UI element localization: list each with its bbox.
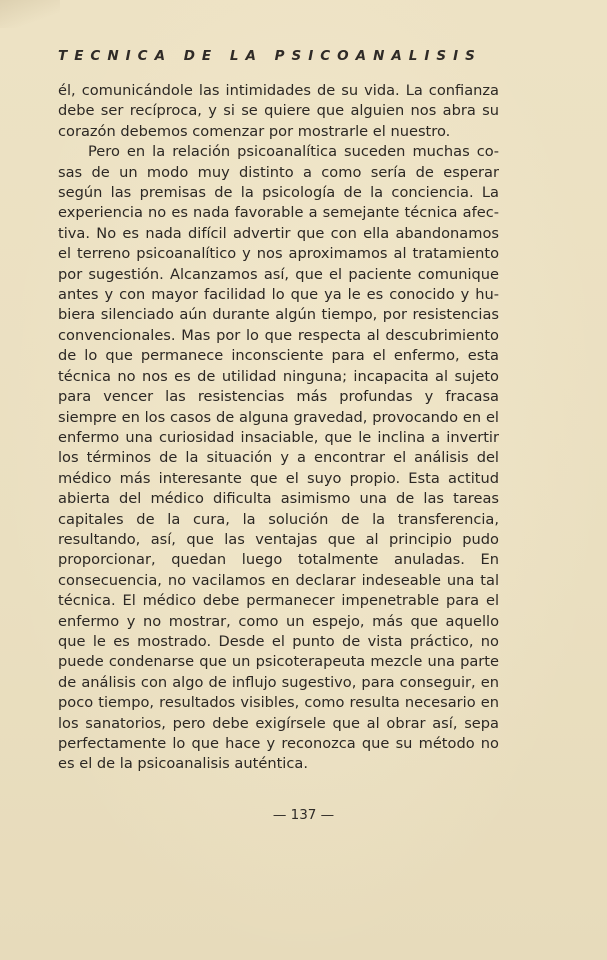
page-corner-fold: [0, 0, 60, 28]
paragraph-continued: él, comunicándole las intimidades de su vida. La confianza debe ser recíproca, y si se quiere que alguien nos abra su corazón debemos comenzar por mostrarle el nuestro.: [58, 82, 499, 140]
paragraph-psychoanalytic-relation: Pero en la relación psicoanalítica suceden muchas cosas de un modo muy distinto a como sería de esperar según las premisas de la psicología de la conciencia. La experiencia no es nada favorable a semejante técnica afectiva. No es nada difícil advertir que con ella abandonamos el terreno psicoanalítico y nos aproximamos al tratamiento por sugestión. Alcanzamos así, que el paciente comunique antes y con mayor facilidad lo que ya le es conocido y hubiera silenciado aún durante algún tiempo, por resistencias convencionales. Mas por lo que respecta al descubrimiento de lo que permanece inconsciente para el enfermo, esta técnica no nos es de utilidad ninguna; incapacita al sujeto para vencer las resistencias más profundas y fracasa siempre en los casos de alguna gravedad, provocando en el enfermo una curiosidad insaciable, que le inclina a invertir los términos de la situación y a encontrar el análisis del médico más interesante que el suyo propio. Esta actitud abierta del médico dificulta asimismo una de las tareas capitales de la cura, la solución de la transferencia, resultando, así, que las ventajas que al principio pudo proporcionar, quedan luego totalmente anuladas. En consecuencia, no vacilamos en declarar indeseable una tal técnica. El médico debe permanecer impenetrable para el enfermo y no mostrar, como un espejo, más que aquello que le es mostrado. Desde el punto de vista práctico, no puede condenarse que un psicoterapeuta mezcle una parte de análisis con algo de influjo sugestivo, para conseguir, en poco tiempo, resultados visibles, como resulta necesario en los sanatorios, pero debe exigírsele que al obrar así, sepa perfectamente lo que hace y reconozca que su método no es el de la psicoanalisis auténtica.: [58, 143, 499, 773]
page-number: — 137 —: [272, 807, 335, 823]
running-head-title: TECNICA DE LA PSICOANALISIS: [58, 48, 482, 64]
page-body-text: [58, 81, 499, 775]
